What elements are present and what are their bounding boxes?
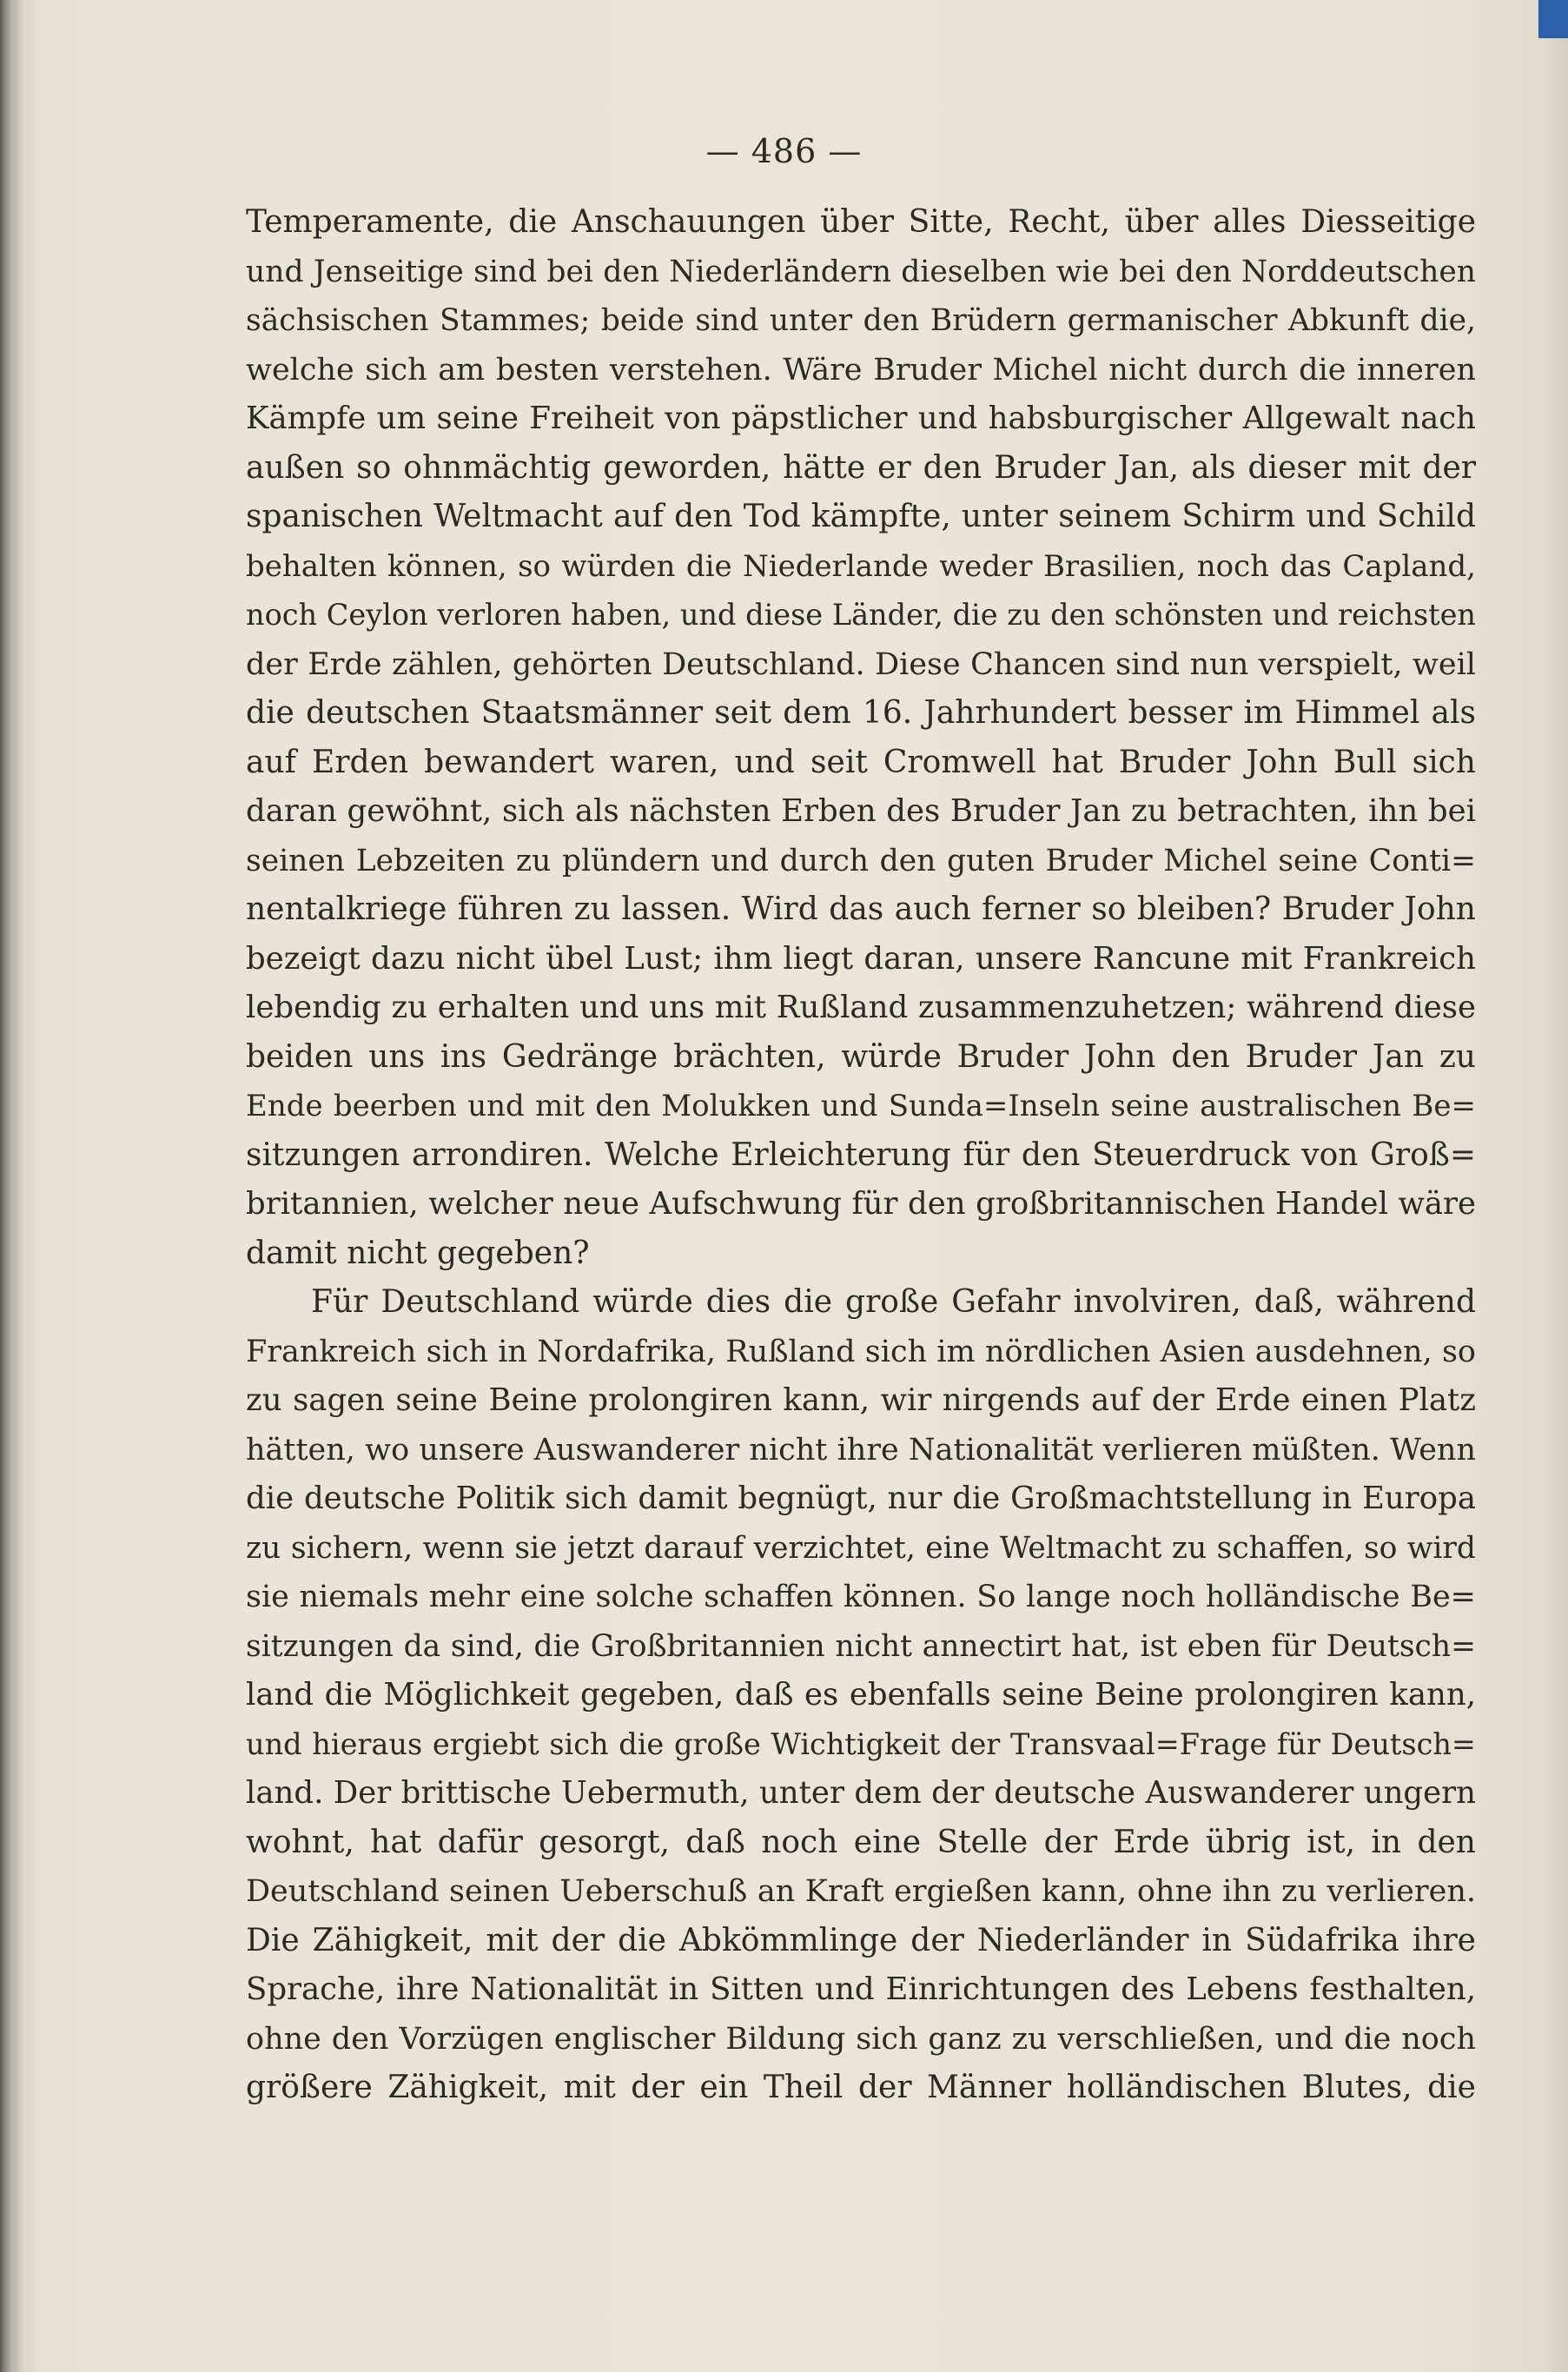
text-line: nentalkriege führen zu lassen. Wird das auch ferner so bleiben? Bruder John <box>246 891 1476 927</box>
text-line: Die Zähigkeit, mit der die Abkömmlinge der Niederländer in Südafrika ihre <box>246 1922 1476 1958</box>
text-line: die deutsche Politik sich damit begnügt, nur die Großmachtstellung in Europa <box>246 1481 1476 1516</box>
text-line: der Erde zählen, gehörten Deutschland. Diese Chancen sind nun verspielt, weil <box>246 646 1476 682</box>
page-number: — 486 — <box>705 132 863 170</box>
text-line: spanischen Weltmacht auf den Tod kämpfte, unter seinem Schirm und Schild <box>246 499 1476 534</box>
text-line: Ende beerben und mit den Molukken und Sunda=Inseln seine australischen Be= <box>246 1089 1476 1123</box>
text-line: Sprache, ihre Nationalität in Sitten und Einrichtungen des Lebens festhalten, <box>246 1971 1476 2007</box>
text-line: Deutschland seinen Ueberschuß an Kraft ergießen kann, ohne ihn zu verlieren. <box>246 1874 1476 1909</box>
text-line: außen so ohnmächtig geworden, hätte er den Bruder Jan, als dieser mit der <box>246 449 1476 486</box>
text-line: lebendig zu erhalten und uns mit Rußland zusammenzuhetzen; während diese <box>246 990 1476 1025</box>
text-line: britannien, welcher neue Aufschwung für den großbritannischen Handel wäre <box>246 1186 1476 1222</box>
text-line: und hieraus ergiebt sich die große Wichtigkeit der Transvaal=Frage für Deutsch= <box>246 1726 1476 1761</box>
text-line: wohnt, hat dafür gesorgt, daß noch eine Stelle der Erde übrig ist, in den <box>246 1824 1476 1860</box>
text-line: land. Der brittische Uebermuth, unter dem der deutsche Auswanderer ungern <box>246 1775 1476 1811</box>
page-binding-shadow <box>0 0 23 2372</box>
text-line: beiden uns ins Gedränge brächten, würde Bruder John den Bruder Jan zu <box>246 1038 1476 1075</box>
text-line: hätten, wo unsere Auswanderer nicht ihre Nationalität verlieren müßten. Wenn <box>246 1432 1476 1468</box>
text-line: zu sichern, wenn sie jetzt darauf verzichtet, eine Weltmacht zu schaffen, so wird <box>246 1530 1476 1566</box>
text-line: und Jenseitige sind bei den Niederländern dieselben wie bei den Norddeutschen <box>246 254 1476 289</box>
text-line: daran gewöhnt, sich als nächsten Erben des Bruder Jan zu betrachten, ihn bei <box>246 793 1476 829</box>
text-line: Frankreich sich in Nordafrika, Rußland sich im nördlichen Asien ausdehnen, so <box>246 1334 1476 1369</box>
paragraph-start-line: Für Deutschland würde dies die große Gefahr involviren, daß, während <box>311 1284 1476 1320</box>
text-line: Temperamente, die Anschauungen über Sitte, Recht, über alles Diesseitige <box>246 204 1476 240</box>
text-line: sächsischen Stammes; beide sind unter den Brüdern germanischer Abkunft die, <box>246 303 1476 338</box>
text-line: ohne den Vorzügen englischer Bildung sich ganz zu verschließen, und die noch <box>246 2021 1476 2057</box>
text-line: welche sich am besten verstehen. Wäre Bruder Michel nicht durch die inneren <box>246 352 1476 388</box>
text-line: noch Ceylon verloren haben, und diese Länder, die zu den schönsten und reichsten <box>246 598 1476 632</box>
text-line: bezeigt dazu nicht übel Lust; ihm liegt daran, unsere Rancune mit Frankreich <box>246 940 1476 977</box>
text-line: behalten können, so würden die Niederlande weder Brasilien, noch das Capland, <box>246 548 1476 584</box>
text-line: die deutschen Staatsmänner seit dem 16. Jahrhundert besser im Himmel als <box>246 695 1476 731</box>
paragraph-end-line: damit nicht gegeben? <box>246 1235 590 1271</box>
text-line: sie niemals mehr eine solche schaffen können. So lange noch holländische Be= <box>246 1580 1476 1614</box>
text-line: land die Möglichkeit gegeben, daß es ebenfalls seine Beine prolongiren kann, <box>246 1677 1476 1713</box>
text-line: auf Erden bewandert waren, und seit Cromwell hat Bruder John Bull sich <box>246 744 1476 780</box>
text-line: sitzungen arrondiren. Welche Erleichterung für den Steuerdruck von Groß= <box>246 1136 1476 1173</box>
text-line: zu sagen seine Beine prolongiren kann, wir nirgends auf der Erde einen Platz <box>246 1382 1476 1418</box>
text-line: sitzungen da sind, die Großbritannien nicht annectirt hat, ist eben für Deutsch= <box>246 1628 1476 1664</box>
color-calibration-tab <box>1538 0 1568 38</box>
text-line: seinen Lebzeiten zu plündern und durch den guten Bruder Michel seine Conti= <box>246 843 1476 878</box>
text-line: größere Zähigkeit, mit der ein Theil der Männer holländischen Blutes, die <box>246 2070 1476 2105</box>
text-line: Kämpfe um seine Freiheit von päpstlicher und habsburgischer Allgewalt nach <box>246 401 1476 436</box>
body-text <box>246 198 1476 2113</box>
